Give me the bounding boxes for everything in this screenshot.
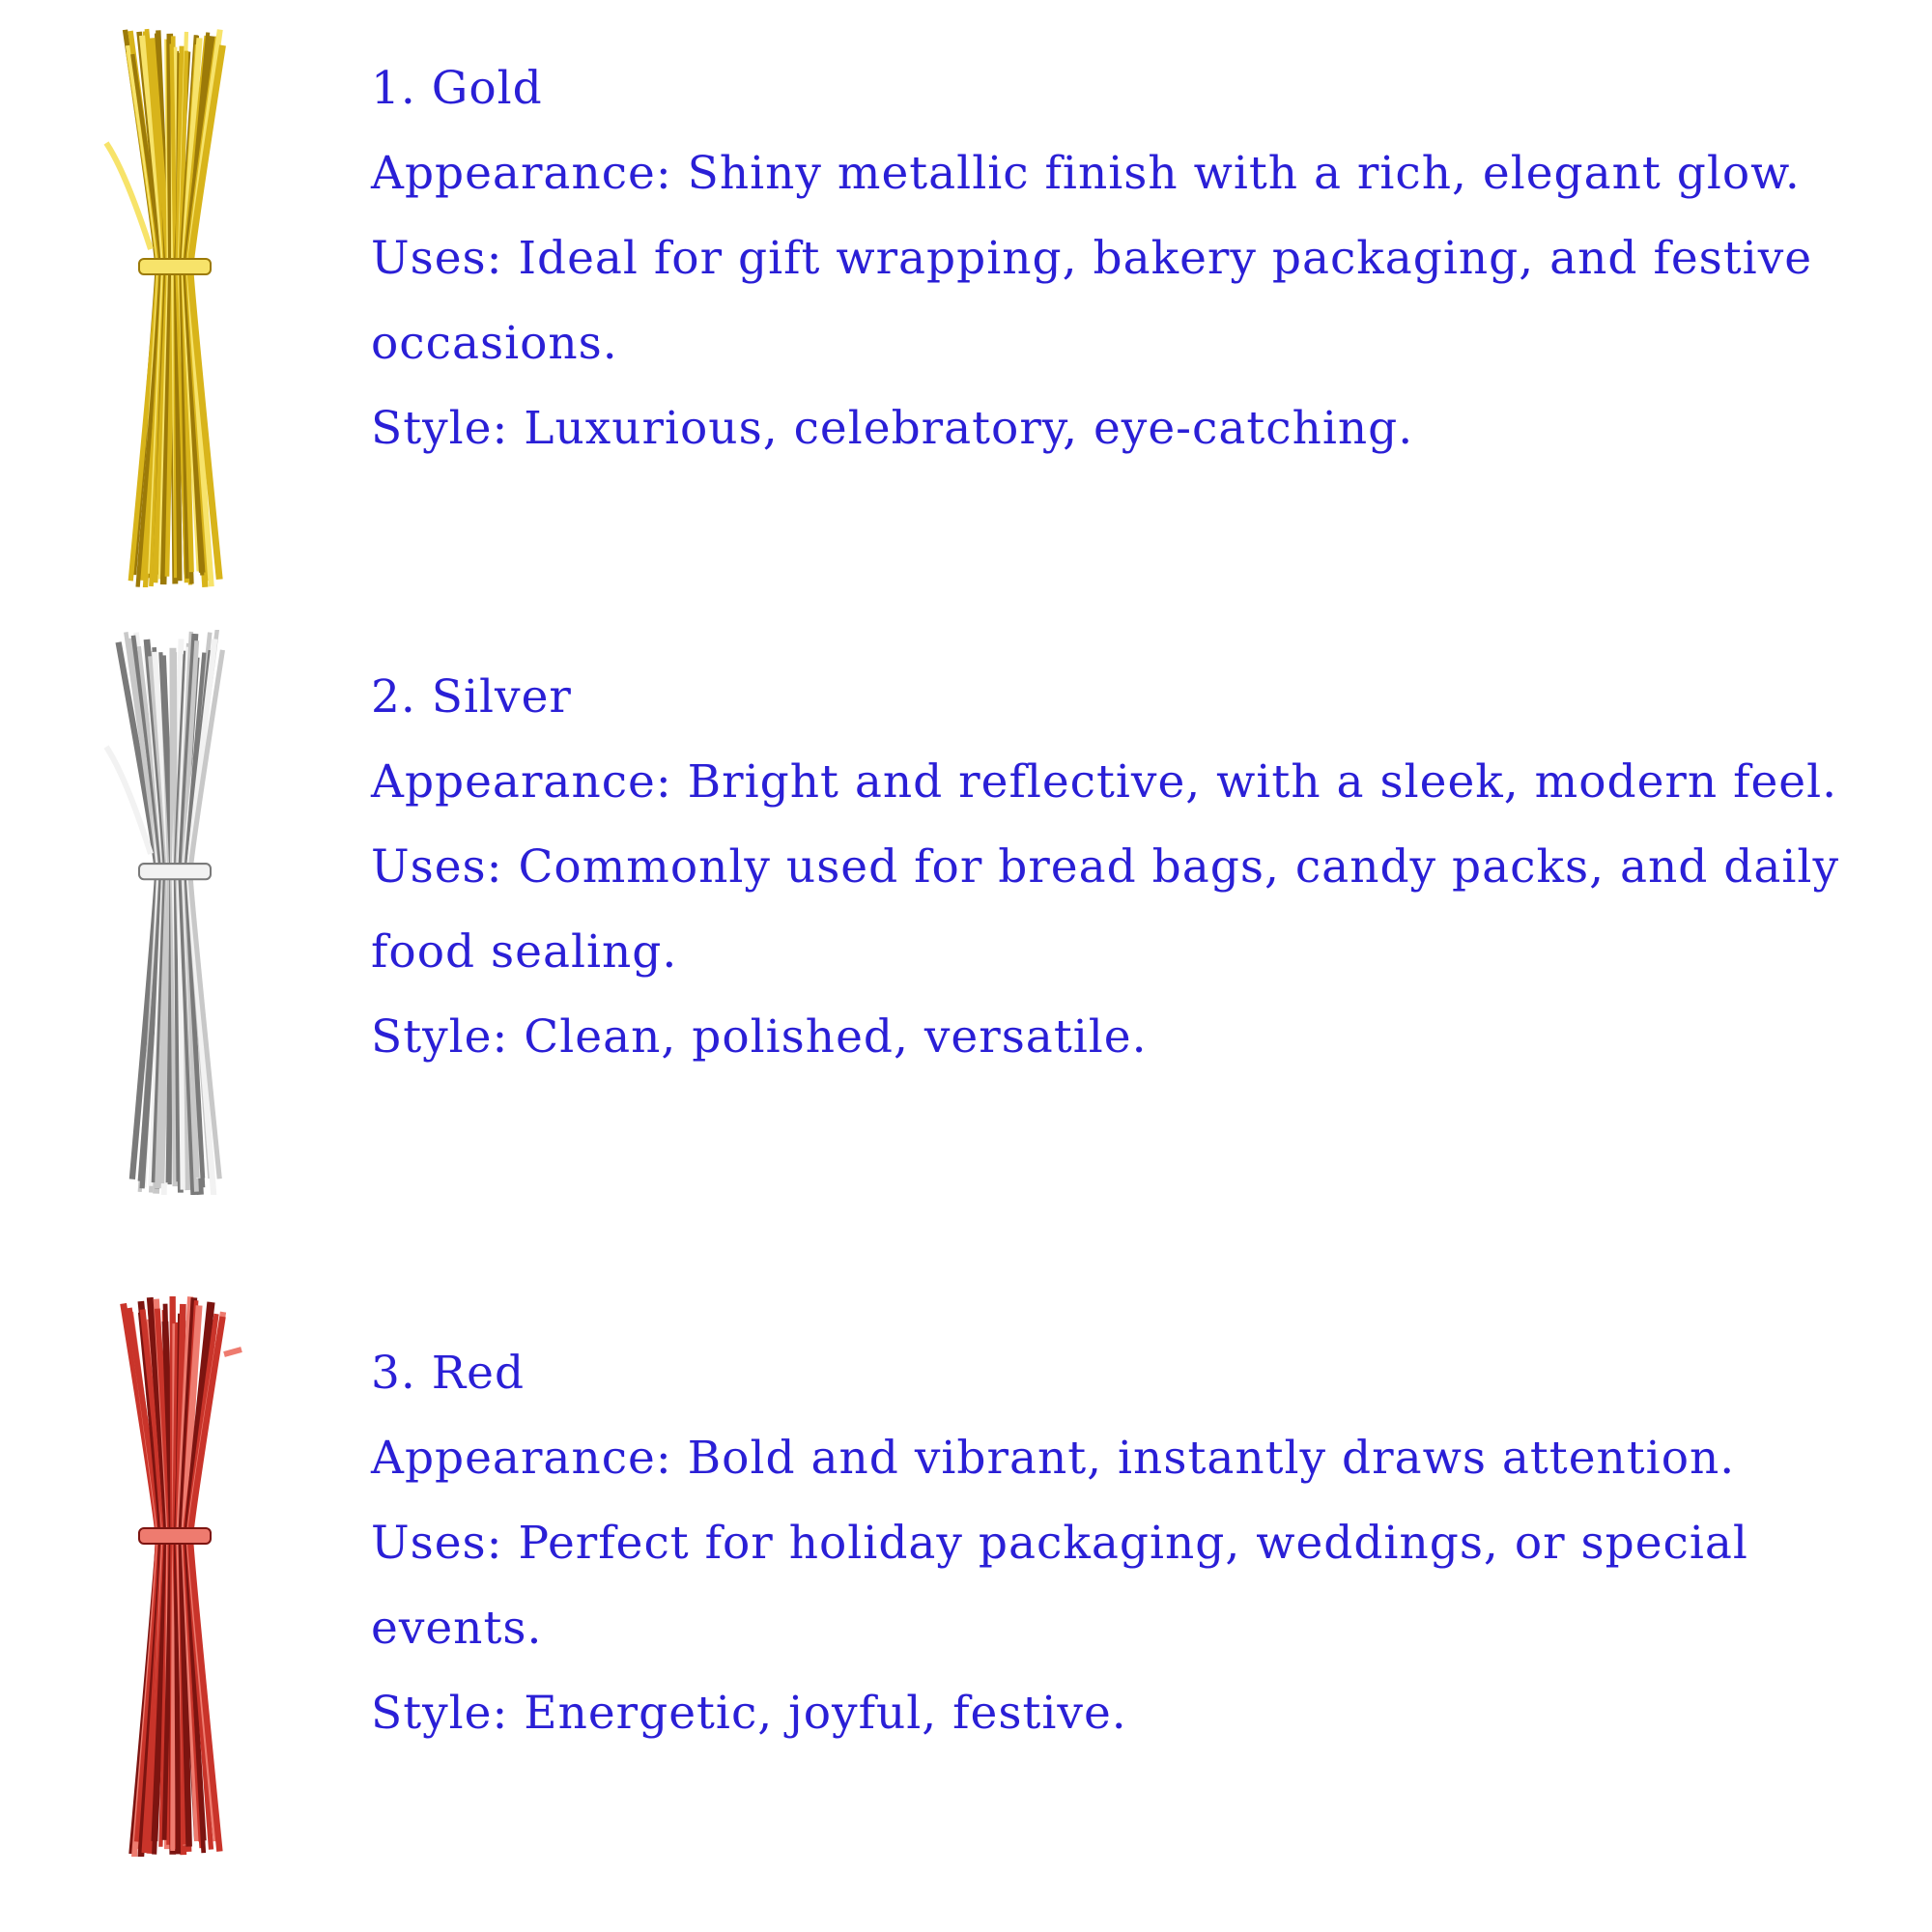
red-twist-tie-bundle-image	[97, 1296, 251, 1857]
variant-description	[371, 655, 1917, 1080]
bundle-band	[139, 1528, 211, 1544]
bundle-band	[139, 259, 211, 274]
appearance-text: Appearance: Bright and reflective, with a sleek, modern feel.	[371, 755, 1838, 809]
variant-description	[371, 46, 1917, 471]
variant-heading: 2. Silver	[371, 670, 572, 724]
appearance-text: Appearance: Bold and vibrant, instantly draws attention.	[371, 1432, 1736, 1485]
appearance-text: Appearance: Shiny metallic finish with a rich, elegant glow.	[371, 147, 1801, 200]
variant-heading: 1. Gold	[371, 62, 543, 115]
uses-text: Uses: Ideal for gift wrapping, bakery packaging, and festive occasions.	[371, 232, 1813, 370]
uses-text: Uses: Commonly used for bread bags, candy packs, and daily food sealing.	[371, 840, 1840, 979]
style-text: Style: Energetic, joyful, festive.	[371, 1687, 1127, 1740]
style-text: Style: Clean, polished, versatile.	[371, 1010, 1148, 1064]
silver-twist-tie-bundle-image	[97, 630, 251, 1195]
style-text: Style: Luxurious, celebratory, eye-catching.	[371, 402, 1414, 455]
bundle-band	[139, 864, 211, 879]
variant-description	[371, 1331, 1917, 1756]
stray-twist-tie	[224, 1350, 242, 1354]
uses-text: Uses: Perfect for holiday packaging, weddings, or special events.	[371, 1517, 1748, 1655]
variant-heading: 3. Red	[371, 1347, 526, 1400]
gold-twist-tie-bundle-image	[97, 27, 251, 587]
